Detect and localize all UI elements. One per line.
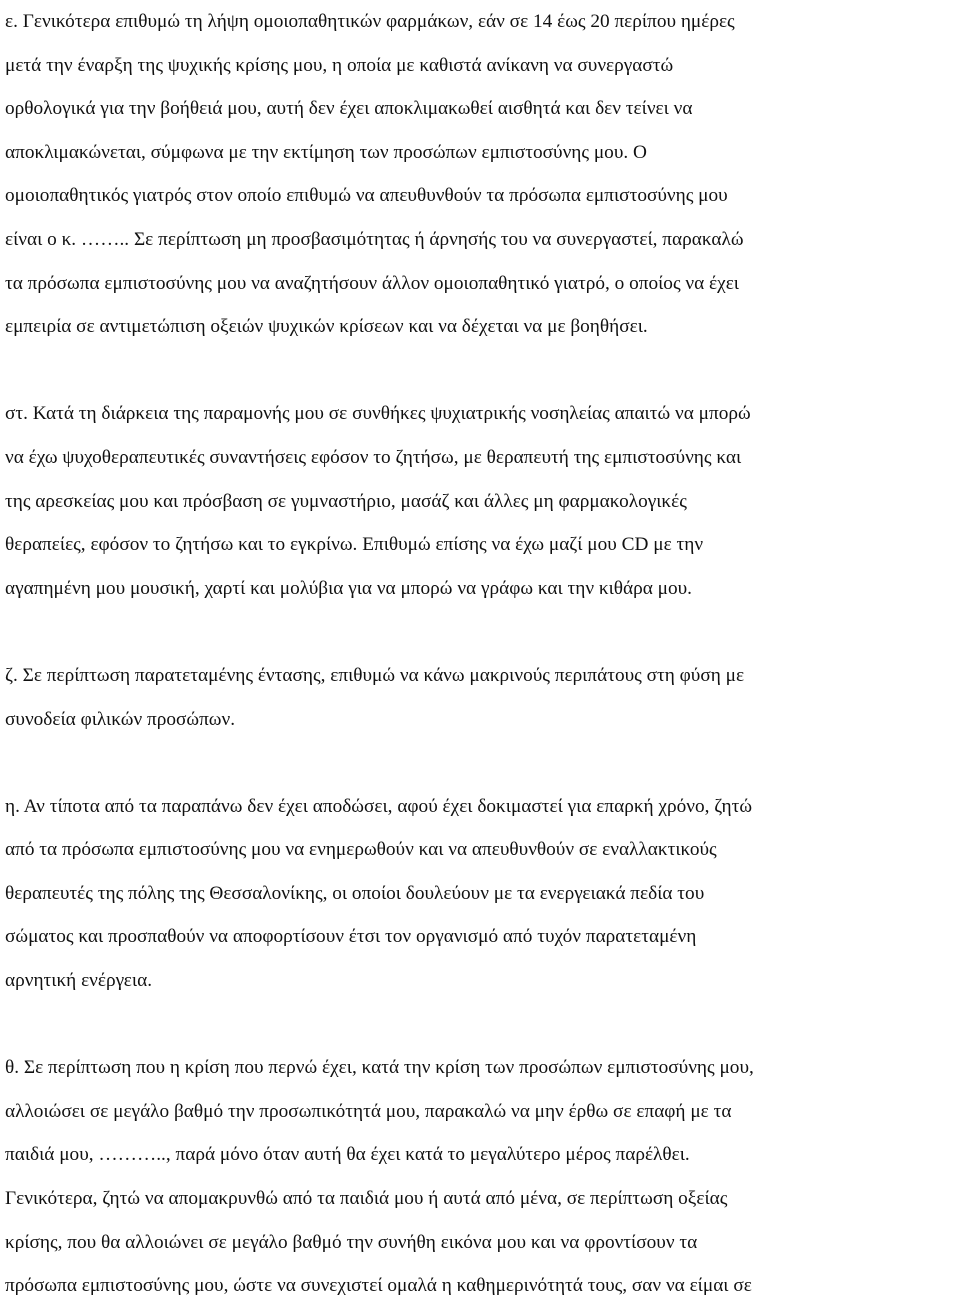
paragraph-gap [5, 741, 960, 785]
text-line: θ. Σε περίπτωση που η κρίση που περνώ έχει, κατά την κρίση των προσώπων εμπιστοσύνης μου, [5, 1057, 754, 1079]
paragraph-gap [5, 1003, 960, 1047]
text-line: εμπειρία σε αντιμετώπιση οξειών ψυχικών κρίσεων και να δέχεται να με βοηθήσει. [5, 316, 648, 338]
document-page [5, 0, 960, 1308]
text-line: να έχω ψυχοθεραπευτικές συναντήσεις εφόσον το ζητήσω, με θεραπευτή της εμπιστοσύνης και [5, 446, 742, 468]
paragraph-zeta [5, 654, 960, 741]
text-line: από τα πρόσωπα εμπιστοσύνης μου να ενημερωθούν και να απευθυνθούν σε εναλλακτικούς [5, 839, 717, 861]
text-line: στ. Κατά τη διάρκεια της παραμονής μου σε συνθήκες ψυχιατρικής νοσηλείας απαιτώ να μπορώ [5, 403, 751, 425]
text-line: θεραπευτές της πόλης της Θεσσαλονίκης, οι οποίοι δουλεύουν με τα ενεργειακά πεδία του [5, 882, 705, 904]
text-line: αρνητική ενέργεια. [5, 970, 153, 992]
text-line: ε. Γενικότερα επιθυμώ τη λήψη ομοιοπαθητικών φαρμάκων, εάν σε 14 έως 20 περίπου ημέρες [5, 11, 735, 32]
text-line: σώματος και προσπαθούν να αποφορτίσουν έτσι τον οργανισμό από τυχόν παρατεταμένη [5, 926, 697, 948]
text-line: κρίσης, που θα αλλοιώνει σε μεγάλο βαθμό την συνήθη εικόνα μου και να φροντίσουν τα [5, 1231, 698, 1253]
text-line: θεραπείες, εφόσον το ζητήσω και το εγκρίνω. Επιθυμώ επίσης να έχω μαζί μου CD με την [5, 534, 704, 556]
paragraph-gap [5, 610, 960, 654]
paragraph-stigma [5, 392, 960, 610]
text-line: συνοδεία φιλικών προσώπων. [5, 708, 236, 730]
text-line: η. Αν τίποτα από τα παραπάνω δεν έχει αποδώσει, αφού έχει δοκιμαστεί για επαρκή χρόνο, ζητώ [5, 795, 753, 817]
paragraph-eta [5, 785, 960, 1003]
text-line: ομοιοπαθητικός γιατρός στον οποίο επιθυμώ να απευθυνθούν τα πρόσωπα εμπιστοσύνης μου [5, 185, 728, 207]
text-line: ορθολογικά για την βοήθειά μου, αυτή δεν έχει αποκλιμακωθεί αισθητά και δεν τείνει να [5, 98, 693, 120]
text-line: παιδιά μου, ……….., παρά μόνο όταν αυτή θα έχει κατά το μεγαλύτερο μέρος παρέλθει. [5, 1144, 690, 1166]
text-line: Γενικότερα, ζητώ να απομακρυνθώ από τα παιδιά μου ή αυτά από μένα, σε περίπτωση οξείας [5, 1188, 728, 1210]
paragraph-gap [5, 349, 960, 393]
paragraph-epsilon [5, 0, 960, 349]
paragraph-theta [5, 1046, 960, 1308]
text-line: πρόσωπα εμπιστοσύνης μου, ώστε να συνεχιστεί ομαλά η καθημερινότητά τους, σαν να είμαι σε [5, 1275, 752, 1297]
text-line: αγαπημένη μου μουσική, χαρτί και μολύβια για να μπορώ να γράφω και την κιθάρα μου. [5, 577, 692, 599]
text-line: τα πρόσωπα εμπιστοσύνης μου να αναζητήσουν άλλον ομοιοπαθητικό γιατρό, ο οποίος να έχει [5, 272, 739, 294]
text-line: της αρεσκείας μου και πρόσβαση σε γυμναστήριο, μασάζ και άλλες μη φαρμακολογικές [5, 490, 687, 512]
text-line: αλλοιώσει σε μεγάλο βαθμό την προσωπικότητά μου, παρακαλώ να μην έρθω σε επαφή με τα [5, 1100, 732, 1122]
text-line: αποκλιμακώνεται, σύμφωνα με την εκτίμηση των προσώπων εμπιστοσύνης μου. Ο [5, 141, 647, 163]
text-line: είναι ο κ. …….. Σε περίπτωση μη προσβασιμότητας ή άρνησής του να συνεργαστεί, παρακαλώ [5, 228, 744, 250]
text-line: μετά την έναρξη της ψυχικής κρίσης μου, η οποία με καθιστά ανίκανη να συνεργαστώ [5, 54, 674, 76]
text-line: ζ. Σε περίπτωση παρατεταμένης έντασης, επιθυμώ να κάνω μακρινούς περιπάτους στη φύση με [5, 664, 745, 686]
